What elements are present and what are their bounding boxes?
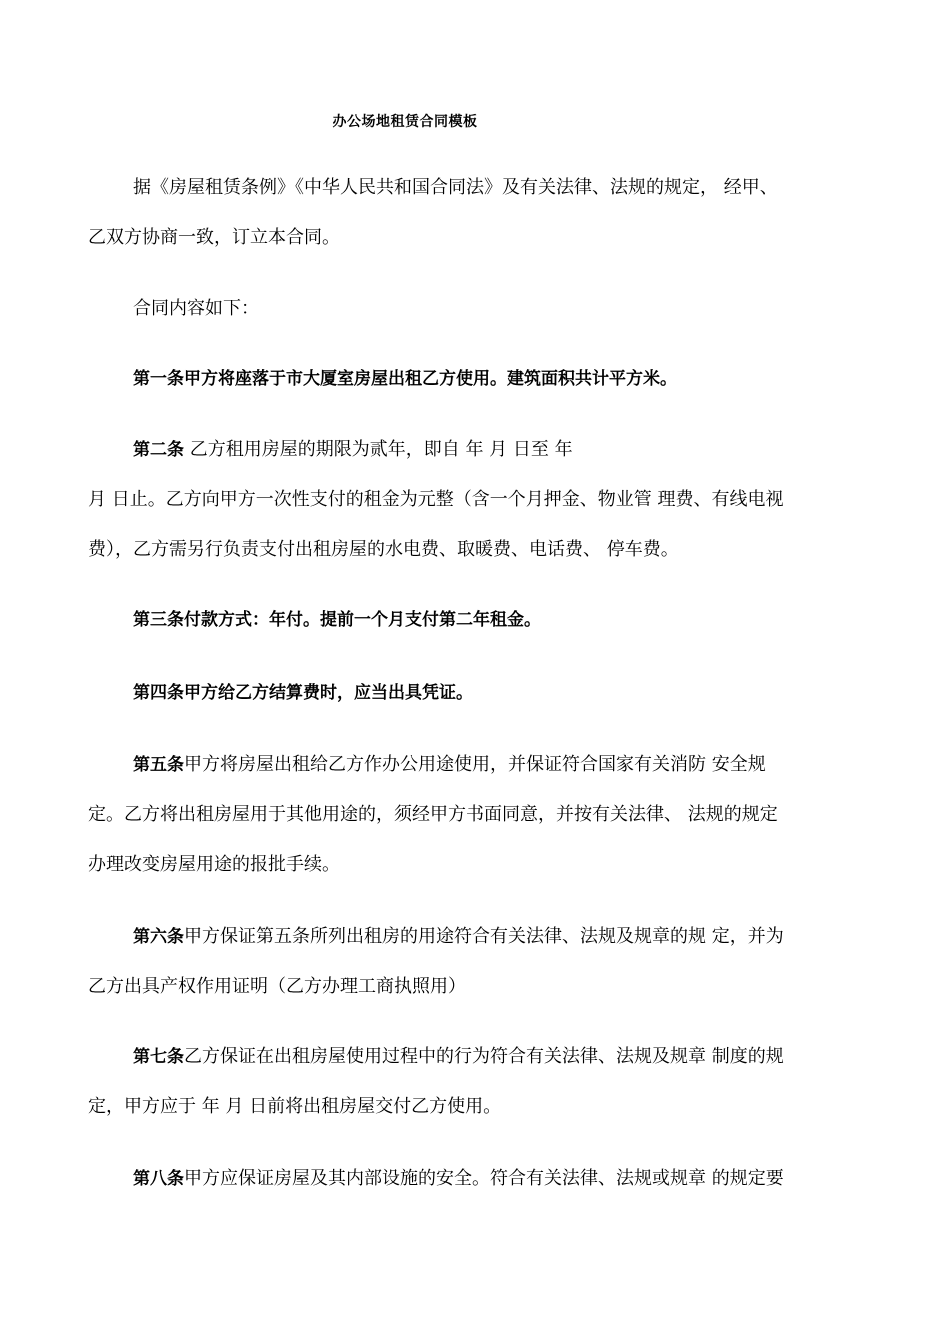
article-3-text: 第三条付款方式：年付。提前一个月支付第二年租金。 [133, 610, 541, 630]
article-4-text: 第四条甲方给乙方结算费时，应当出具凭证。 [133, 683, 473, 703]
article-8 [88, 1164, 878, 1194]
article-5-line-1 [88, 750, 878, 780]
article-6-label: 第六条 [133, 927, 184, 947]
article-6-line-1-text: 甲方保证第五条所列出租房的用途符合有关法律、法规及规章的规 定，并为 [184, 926, 784, 947]
intro-line: 合同内容如下： [133, 298, 259, 319]
article-6-line-2: 乙方出具产权作用证明（乙方办理工商执照用） [88, 976, 466, 997]
article-2-line-1-text: 乙方租用房屋的期限为贰年，即自 年 月 日至 年 [184, 439, 573, 460]
article-8-line-1-text: 甲方应保证房屋及其内部设施的安全。符合有关法律、法规或规章 的规定要 [184, 1168, 784, 1189]
article-2-line-1 [88, 435, 878, 465]
article-5-line-3: 办理改变房屋用途的报批手续。 [88, 854, 340, 875]
article-5-line-1-text: 甲方将房屋出租给乙方作办公用途使用，并保证符合国家有关消防 安全规 [184, 754, 766, 775]
article-7-line-1 [88, 1042, 878, 1072]
article-7-line-2: 定，甲方应于 年 月 日前将出租房屋交付乙方使用。 [88, 1096, 502, 1117]
article-5 [88, 750, 878, 880]
article-2-label: 第二条 [133, 440, 184, 460]
article-7-line-1-text: 乙方保证在出租房屋使用过程中的行为符合有关法律、法规及规章 制度的规 [184, 1046, 784, 1067]
article-2-line-3: 费），乙方需另行负责支付出租房屋的水电费、取暖费、电话费、 停车费。 [88, 539, 679, 560]
article-5-line-2: 定。乙方将出租房屋用于其他用途的，须经甲方书面同意，并按有关法律、 法规的规定 [88, 804, 778, 825]
document-title: 办公场地租赁合同模板 [332, 114, 478, 130]
article-5-label: 第五条 [133, 755, 184, 775]
article-7 [88, 1042, 878, 1122]
article-2-line-2: 月 日止。乙方向甲方一次性支付的租金为元整（含一个月押金、物业管 理费、有线电视 [88, 489, 784, 510]
article-4 [88, 678, 878, 708]
preamble-line-2: 乙双方协商一致，订立本合同。 [88, 227, 340, 248]
article-1 [88, 364, 878, 394]
article-2 [88, 435, 878, 565]
preamble-line-1: 据《房屋租赁条例》《中华人民共和国合同法》及有关法律、法规的规定， 经甲、 [133, 177, 778, 198]
article-8-label: 第八条 [133, 1169, 184, 1189]
article-3 [88, 605, 878, 635]
article-8-line-1 [88, 1164, 878, 1194]
intro-paragraph [88, 294, 878, 324]
article-7-label: 第七条 [133, 1047, 184, 1067]
article-6-line-1 [88, 922, 878, 952]
preamble-paragraph [88, 173, 878, 253]
article-1-text: 第一条甲方将座落于市大厦室房屋出租乙方使用。建筑面积共计平方米。 [133, 369, 677, 389]
article-6 [88, 922, 878, 1002]
